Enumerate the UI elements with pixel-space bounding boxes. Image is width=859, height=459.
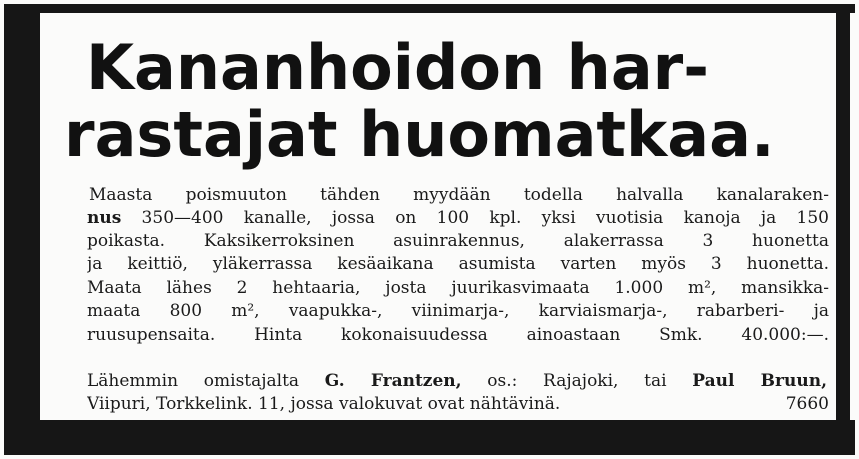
body-line-1: Maasta poismuuton tähden myydään todella halvalla kanalaraken-: [89, 185, 829, 205]
contact-name-bruun: Paul Bruun,: [692, 371, 827, 391]
body-line-6: maata 800 m², vaapukka-, viinimarja-, karviaismarja-, rabarberi- ja: [87, 301, 829, 321]
contact-name-frantzen: G. Frantzen,: [324, 371, 462, 391]
body-line-2-bold: nus: [87, 208, 122, 228]
body-line-9: [87, 393, 829, 415]
body-line-3: poikasta. Kaksikerroksinen asuinrakennus, alakerrassa 3 huonetta: [87, 231, 829, 251]
headline-line-1: Kananhoidon har-: [86, 31, 709, 104]
border-bottom: [4, 420, 855, 455]
body-line-4: ja keittiö, yläkerrassa kesäaikana asumista varten myös 3 huonetta.: [87, 254, 829, 274]
contact-location: os.: Rajajoki, tai: [461, 371, 693, 391]
address-line: Viipuri, Torkkelink. 11, jossa valokuvat ovat nähtävinä.: [87, 394, 561, 414]
contact-intro: Lähemmin omistajalta: [87, 371, 325, 391]
border-left: [4, 4, 40, 424]
border-top: [4, 4, 855, 13]
headline-line-2: rastajat huomatkaa.: [64, 98, 775, 171]
body-line-5: Maata lähes 2 hehtaaria, josta juurikasvimaata 1.000 m², mansikka-: [87, 278, 829, 298]
body-line-2-text: 350—400 kanalle, jossa on 100 kpl. yksi vuotisia kanoja ja 150: [121, 208, 829, 228]
body-line-8: [87, 370, 827, 392]
ad-reference-number: 7660: [785, 394, 829, 414]
body-line-7: ruusupensaita. Hinta kokonaisuudessa ainoastaan Smk. 40.000:—.: [87, 325, 829, 345]
body-line-2: [87, 207, 829, 229]
